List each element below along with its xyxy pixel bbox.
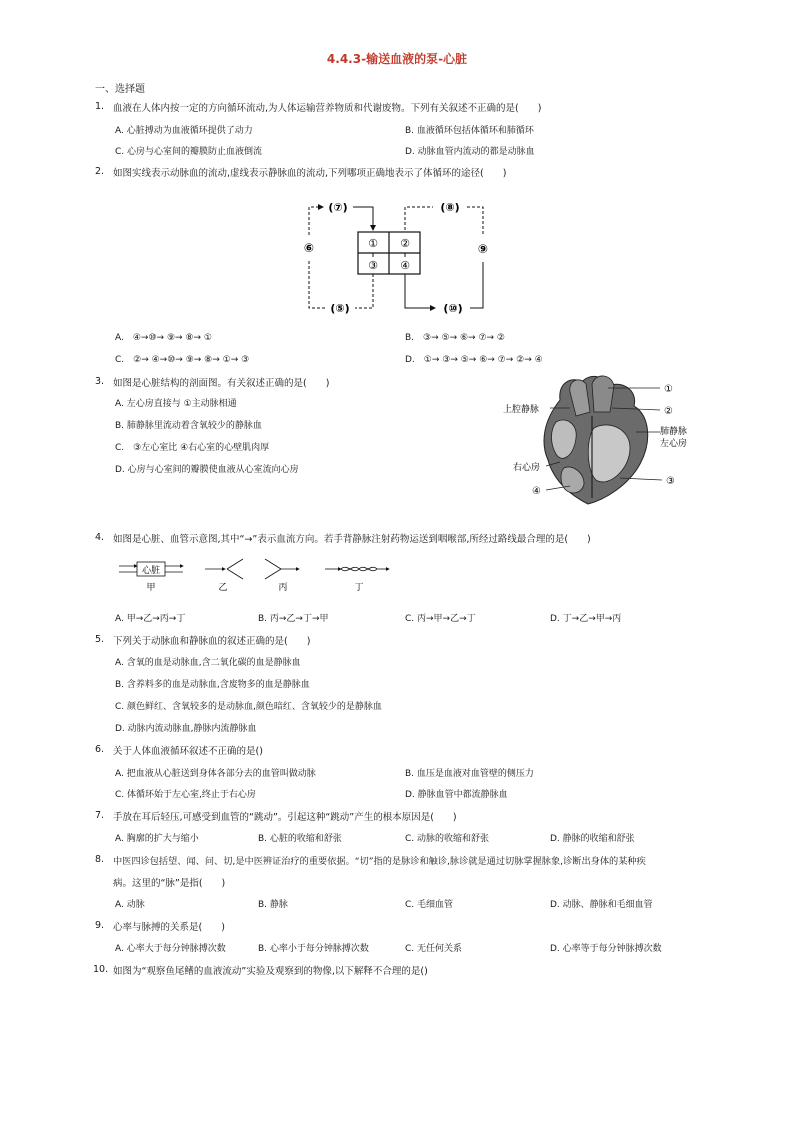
heart-label-right-atrium: 右心房 <box>513 463 541 473</box>
question-number: 6. <box>95 744 105 755</box>
question-text: 手放在耳后轻压,可感受到血管的“跳动”。引起这种“跳动”产生的根本原因是( ) <box>113 812 457 823</box>
vessel-label-jia: 甲 <box>146 583 156 593</box>
question-number: 4. <box>95 532 105 543</box>
vessel-10: (⑩) <box>443 302 463 315</box>
option-d: D. 动脉血管内流动的都是动脉血 <box>405 147 535 157</box>
question-text-cont: 病。这里的“脉”是指( ) <box>113 878 226 889</box>
chamber-4: ④ <box>400 259 410 272</box>
question-text: 心率与脉搏的关系是( ) <box>113 922 225 933</box>
question-number: 3. <box>95 376 105 387</box>
option-a: A. 胸廓的扩大与缩小 <box>115 834 199 844</box>
option-c: C. ③左心室比 ④右心室的心壁肌肉厚 <box>115 443 270 453</box>
question-number: 9. <box>95 920 105 931</box>
option-b: B. 含养料多的血是动脉血,含废物多的血是静脉血 <box>115 680 310 690</box>
option-c: C. 心房与心室间的瓣膜防止血液倒流 <box>115 147 263 157</box>
vessel-6: ⑥ <box>303 241 315 255</box>
question-text: 如图是心脏结构的剖面图。有关叙述正确的是( ) <box>113 378 330 389</box>
vessel-label-bing: 丙 <box>278 583 288 593</box>
vessel-9: ⑨ <box>477 242 489 256</box>
vessel-8: (⑧) <box>440 201 460 214</box>
heart-label-pulmonary-vein: 肺静脉 <box>660 427 688 437</box>
option-c: C. 动脉的收缩和舒张 <box>405 834 490 844</box>
question-number: 10. <box>93 964 109 975</box>
question-text: 血液在人体内按一定的方向循环流动,为人体运输营养物质和代谢废物。下列有关叙述不正确的是( ) <box>113 103 542 114</box>
chamber-1: ① <box>368 237 378 250</box>
heart-diagram <box>500 372 690 507</box>
option-d: D. 静脉血管中都流静脉血 <box>405 790 508 800</box>
option-d: D. 心房与心室间的瓣膜使血液从心室流向心房 <box>115 465 299 475</box>
option-b: B. 肺静脉里流动着含氧较少的静脉血 <box>115 421 262 431</box>
question-number: 8. <box>95 854 105 865</box>
circulation-diagram <box>295 190 500 325</box>
option-d: D. 丁→乙→甲→丙 <box>550 614 622 624</box>
heart-label-superior-vena-cava: 上腔静脉 <box>503 405 540 415</box>
chamber-2: ② <box>400 237 410 250</box>
heart-label-left-atrium: 左心房 <box>660 439 688 449</box>
question-text: 如图实线表示动脉血的流动,虚线表示静脉血的流动,下列哪项正确地表示了体循环的途径( ) <box>113 168 507 179</box>
question-number: 7. <box>95 810 105 821</box>
option-b: B. 血液循环包括体循环和肺循环 <box>405 126 534 136</box>
question-text: 关于人体血液循环叙述不正确的是() <box>113 746 263 757</box>
option-c: C. 颜色鲜红、含氧较多的是动脉血,颜色暗红、含氧较少的是静脉血 <box>115 702 382 712</box>
option-c: C. 体循环始于左心室,终止于右心房 <box>115 790 256 800</box>
vessel-7: (⑦) <box>328 201 348 214</box>
option-a: A. ④→⑩→ ⑨→ ⑧→ ① <box>115 333 212 343</box>
section-heading: 一、选择题 <box>95 84 145 95</box>
vessel-diagram <box>115 553 390 595</box>
option-d: D. 心率等于每分钟脉搏次数 <box>550 944 662 954</box>
option-a: A. 心率大于每分钟脉搏次数 <box>115 944 226 954</box>
option-a: A. 把血液从心脏送到身体各部分去的血管叫做动脉 <box>115 769 316 779</box>
option-b: B. ③→ ⑤→ ⑥→ ⑦→ ② <box>405 333 505 343</box>
question-text: 下列关于动脉血和静脉血的叙述正确的是( ) <box>113 636 311 647</box>
option-b: B. 心脏的收缩和舒张 <box>258 834 342 844</box>
vessel-5: (⑤) <box>330 302 350 315</box>
option-d: D. ①→ ③→ ⑤→ ⑥→ ⑦→ ②→ ④ <box>405 355 543 365</box>
option-a: A. 含氧的血是动脉血,含二氧化碳的血是静脉血 <box>115 658 301 668</box>
heart-label-4: ④ <box>532 486 541 497</box>
option-c: C. 无任何关系 <box>405 944 463 954</box>
option-a: A. 动脉 <box>115 900 145 910</box>
option-a: A. 甲→乙→丙→丁 <box>115 614 186 624</box>
question-text: 中医四诊包括望、闻、问、切,是中医辨证治疗的重要依据。“切”指的是脉诊和触诊,脉诊就是通过切脉掌握脉象,诊断出身体的某种疾 <box>113 856 646 867</box>
option-b: B. 心率小于每分钟脉搏次数 <box>258 944 369 954</box>
option-d: D. 静脉的收缩和舒张 <box>550 834 635 844</box>
question-text: 如图是心脏、血管示意图,其中“→”表示血流方向。若手背静脉注射药物运送到咽喉部,所经过路线最合理的是( ) <box>113 534 591 545</box>
option-b: B. 丙→乙→丁→甲 <box>258 614 329 624</box>
chamber-3: ③ <box>368 259 378 272</box>
heart-label-1: ① <box>664 384 673 395</box>
option-c: C. 毛细血管 <box>405 900 454 910</box>
vessel-label-ding: 丁 <box>354 583 364 593</box>
question-number: 1. <box>95 101 105 112</box>
heart-label-3: ③ <box>666 476 675 487</box>
option-b: B. 血压是血液对血管壁的侧压力 <box>405 769 534 779</box>
question-number: 5. <box>95 634 105 645</box>
option-c: C. ②→ ④→⑩→ ⑨→ ⑧→ ①→ ③ <box>115 355 250 365</box>
heart-label-2: ② <box>664 406 673 417</box>
option-a: A. 心脏搏动为血液循环提供了动力 <box>115 126 253 136</box>
option-c: C. 丙→甲→乙→丁 <box>405 614 476 624</box>
question-number: 2. <box>95 166 105 177</box>
vessel-heart-label: 心脏 <box>141 566 161 576</box>
option-b: B. 静脉 <box>258 900 288 910</box>
option-d: D. 动脉内流动脉血,静脉内流静脉血 <box>115 724 257 734</box>
option-d: D. 动脉、静脉和毛细血管 <box>550 900 653 910</box>
page-title: 4.4.3-输送血液的泵-心脏 <box>326 52 468 66</box>
option-a: A. 左心房直接与 ①主动脉相通 <box>115 399 237 409</box>
vessel-label-yi: 乙 <box>218 583 228 593</box>
question-text: 如图为“观察鱼尾鳍的血液流动”实验及观察到的物像,以下解释不合理的是() <box>113 966 428 977</box>
